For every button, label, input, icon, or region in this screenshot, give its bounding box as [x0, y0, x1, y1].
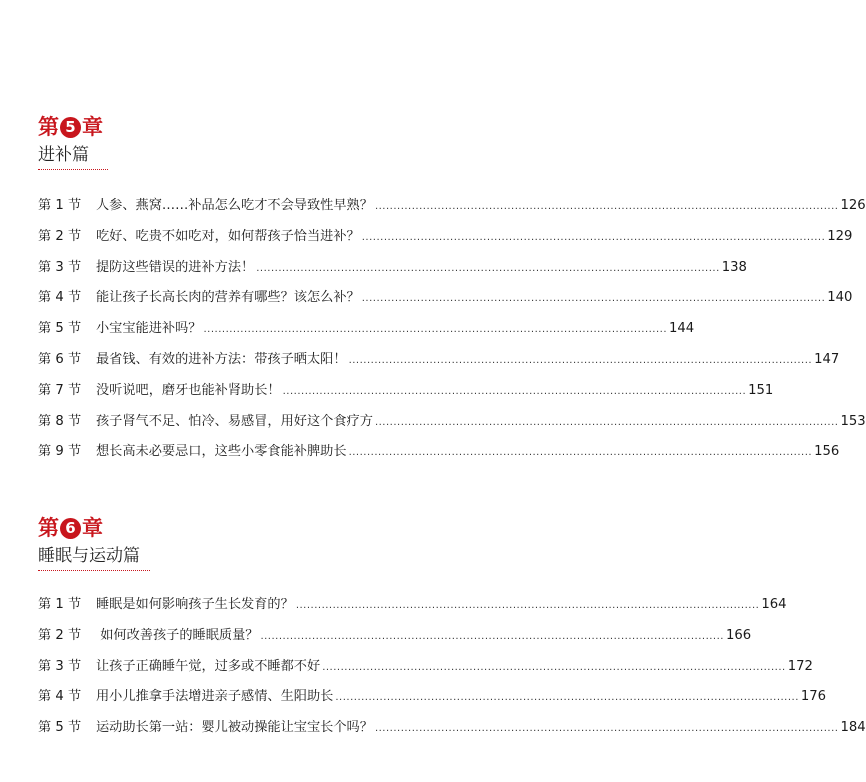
section-number: 第 7 节: [38, 382, 82, 398]
section-title: 没听说吧，磨牙也能补肾助长！: [96, 382, 281, 398]
page-number: 140: [827, 290, 853, 306]
page-number: 144: [669, 321, 695, 337]
chapter-number-badge: 6: [60, 518, 81, 539]
dot-leader: ..............................................................................................................................: [322, 661, 786, 673]
section-title: 用小儿推拿手法增进亲子感情、生阳助长: [96, 689, 334, 705]
dot-leader: ..............................................................................................................................: [374, 201, 839, 212]
page-number: 166: [725, 627, 752, 643]
page-number: 176: [800, 689, 827, 705]
dot-leader: ..............................................................................................................................: [295, 600, 760, 611]
toc-entry[interactable]: [38, 228, 853, 259]
section-title: 孩子肾气不足、怕冷、易感冒，用好这个食疗方: [96, 413, 373, 429]
section-title: 运动助长第一站：婴儿被动操能让宝宝长个吗？: [96, 720, 373, 736]
section-title: 提防这些错误的进补方法！: [96, 259, 255, 275]
toc-entry[interactable]: [38, 197, 866, 228]
section-number: 第 4 节: [38, 290, 82, 306]
section-title: 想长高未必要忌口，这些小零食能补脾助长: [96, 444, 347, 460]
section-number: 第 3 节: [38, 259, 82, 275]
section-number: 第 8 节: [38, 413, 82, 429]
toc-list-chapter-6: [38, 596, 866, 750]
chapter-6-heading: [38, 516, 498, 571]
chapter-subtitle: 进补篇: [38, 145, 89, 165]
chapter-prefix: 第: [38, 515, 59, 540]
section-title: 小宝宝能进补吗？: [96, 321, 202, 337]
section-number: 第 6 节: [38, 351, 82, 367]
chapter-5-heading: [38, 115, 498, 170]
toc-entry[interactable]: [38, 443, 840, 474]
toc-entry[interactable]: [38, 596, 787, 627]
section-number: 第 5 节: [38, 321, 82, 337]
dot-leader: ..............................................................................................................................: [335, 692, 799, 704]
page-number: 156: [814, 444, 840, 460]
chapter-suffix: 章: [82, 114, 103, 139]
page-number: 126: [840, 198, 866, 213]
page-number: 172: [787, 658, 813, 674]
dot-leader: ..............................................................................................................................: [256, 262, 720, 274]
dot-leader: ..............................................................................................................................: [348, 447, 813, 459]
toc-entry[interactable]: [38, 289, 853, 320]
section-number: 第 4 节: [38, 689, 82, 705]
dot-leader: ..............................................................................................................................: [374, 416, 839, 428]
dot-leader: ..............................................................................................................................: [203, 324, 668, 336]
section-title: 如何改善孩子的睡眠质量？: [96, 627, 259, 643]
toc-entry[interactable]: [38, 658, 813, 689]
toc-entry[interactable]: [38, 688, 827, 719]
page-number: 147: [814, 351, 840, 367]
dot-leader: ..............................................................................................................................: [348, 354, 813, 366]
section-number: 第 3 节: [38, 658, 82, 674]
chapter-suffix: 章: [82, 515, 103, 540]
section-number: 第 1 节: [38, 198, 82, 213]
dot-leader: ..............................................................................................................................: [361, 293, 826, 305]
page-number: 184: [840, 720, 866, 736]
section-number: 第 2 节: [38, 228, 82, 244]
page-number: 138: [721, 259, 747, 275]
toc-entry[interactable]: [38, 320, 695, 351]
toc-list-chapter-5: [38, 197, 866, 474]
section-number: 第 5 节: [38, 720, 82, 736]
page-number: 151: [748, 382, 774, 398]
chapter-title: [38, 115, 498, 139]
section-title: 吃好、吃贵不如吃对，如何帮孩子恰当进补？: [96, 228, 360, 244]
page-number: 153: [840, 413, 866, 429]
section-number: 第 2 节: [38, 627, 82, 643]
chapter-subtitle: 睡眠与运动篇: [38, 546, 140, 566]
toc-entry[interactable]: [38, 627, 752, 658]
chapter-divider: [38, 169, 108, 170]
section-title: 最省钱、有效的进补方法：带孩子晒太阳！: [96, 351, 347, 367]
page-number: 164: [761, 597, 787, 612]
toc-entry[interactable]: [38, 413, 866, 444]
page-number: 129: [827, 228, 853, 244]
section-number: 第 1 节: [38, 597, 82, 612]
section-title: 人参、燕窝……补品怎么吃才不会导致性早熟？: [96, 198, 373, 213]
toc-entry[interactable]: [38, 719, 866, 750]
chapter-number-badge: 5: [60, 117, 81, 138]
section-title: 能让孩子长高长肉的营养有哪些？该怎么补？: [96, 290, 360, 306]
chapter-title: [38, 516, 498, 540]
chapter-divider: [38, 570, 150, 571]
toc-entry[interactable]: [38, 259, 747, 290]
section-number: 第 9 节: [38, 444, 82, 460]
chapter-prefix: 第: [38, 114, 59, 139]
section-title: 让孩子正确睡午觉，过多或不睡都不好: [96, 658, 321, 674]
toc-entry[interactable]: [38, 351, 840, 382]
dot-leader: ..............................................................................................................................: [361, 231, 826, 243]
dot-leader: ..............................................................................................................................: [260, 630, 724, 642]
section-title: 睡眠是如何影响孩子生长发育的？: [96, 597, 294, 612]
toc-entry[interactable]: [38, 382, 774, 413]
dot-leader: ..............................................................................................................................: [282, 385, 747, 397]
dot-leader: ..............................................................................................................................: [374, 723, 839, 735]
